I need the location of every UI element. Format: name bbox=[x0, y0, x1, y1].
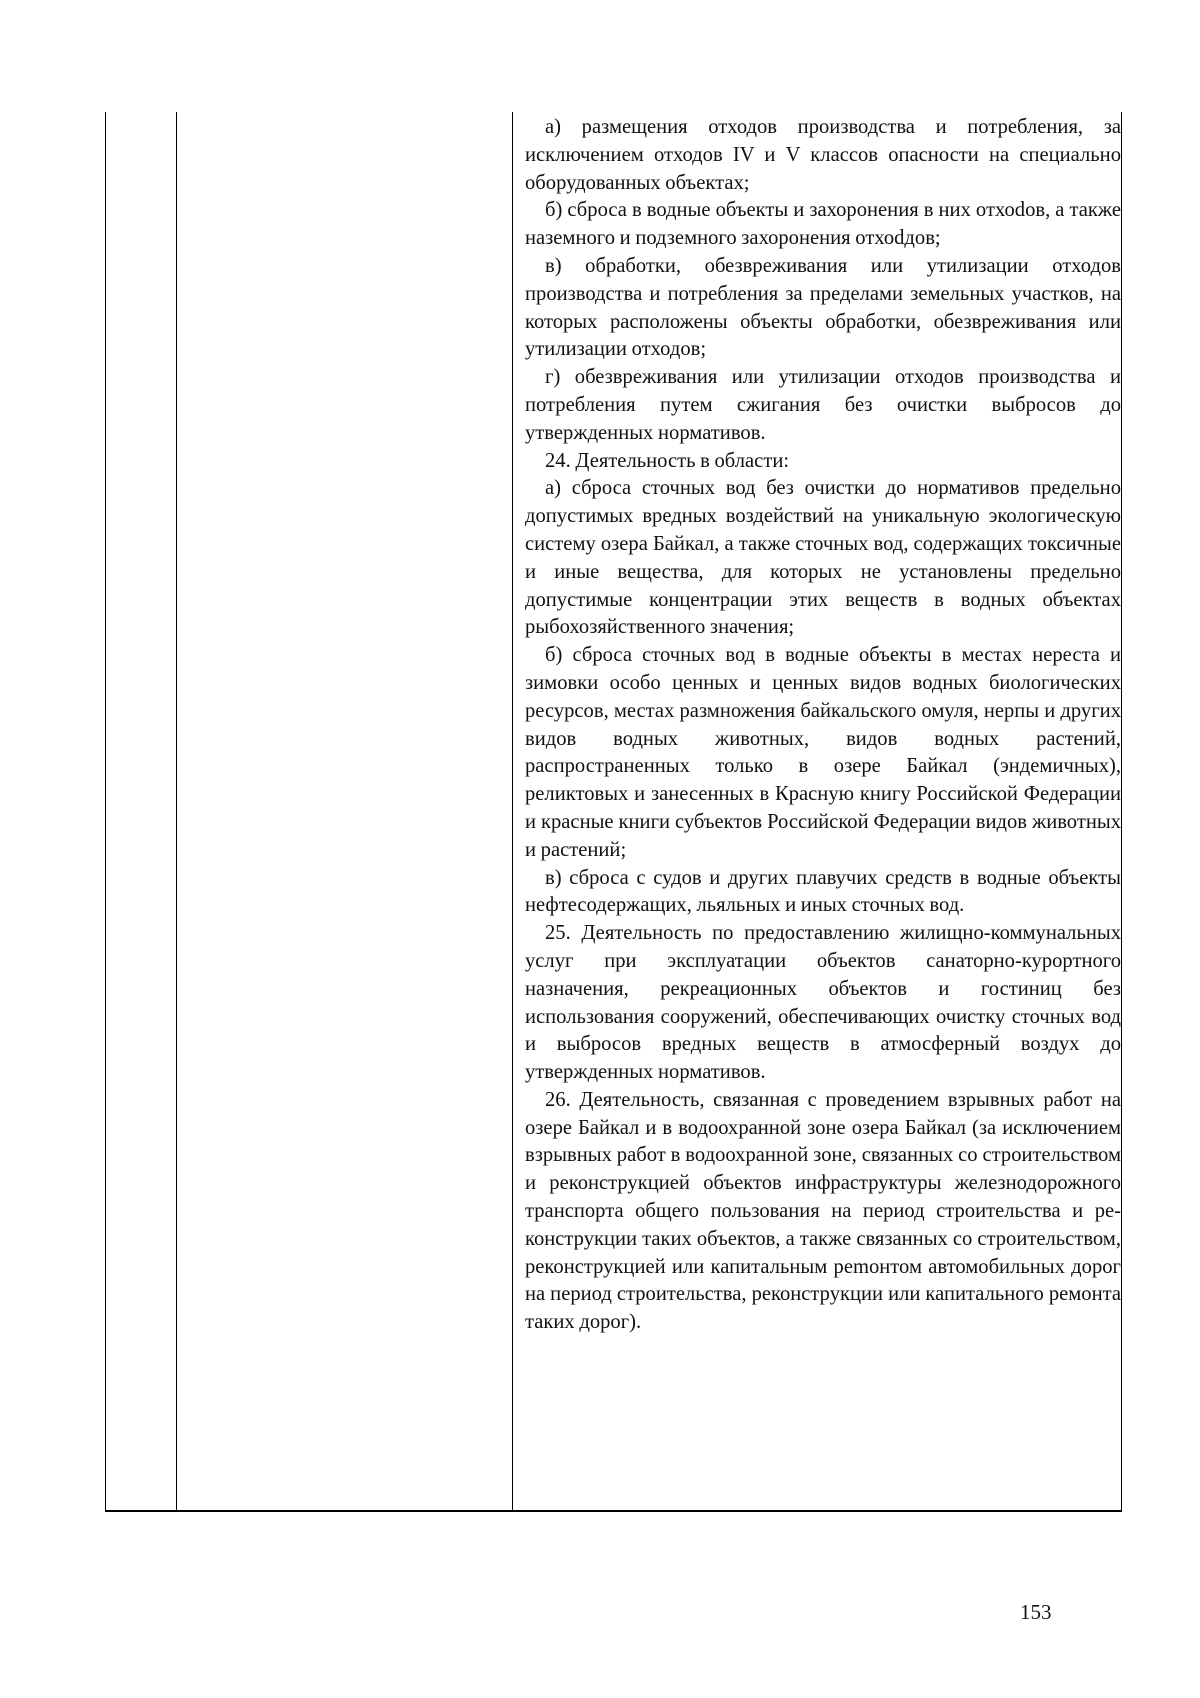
paragraph-23g: г) обезвреживания или утилизации отходов производства и потребления путем сжигания без очистки выбросов до утвержденных нормативов. bbox=[525, 366, 1121, 444]
content-table bbox=[105, 112, 1122, 1512]
table-cell-name bbox=[177, 112, 513, 1511]
paragraph-23v: в) обработки, обезвреживания или утилизации отходов производства и потребления за пределами земельных участков, на которых расположены объекты обработки, обезвреживания или утилизации отходов; bbox=[525, 254, 1121, 361]
paragraph-24b: б) сброса сточных вод в водные объекты в местах нереста и зимовки особо ценных и ценных видов водных биологических ресурсов, местах размножения байкальского омуля, нерпы и других видов водных животных, видов водных растений, распространенных только в озере Байкал (эндемичных), реликтовых и занесенных в Красную книгу Российской Федерации и красные книги субъектов Российской Федерации видов животных и растений; bbox=[525, 644, 1121, 861]
paragraph-24a: а) сброса сточных вод без очистки до нормативов предельно допустимых вредных воздействий на уникальную экологическую систему озера Байкал, а также сточных вод, содержащих токсичные и иные вещества, для которых не установлены предельно допустимые концентрации этих веществ в водных объектах рыбохозяйственного значения; bbox=[525, 477, 1121, 639]
table-cell-description bbox=[513, 112, 1122, 1511]
table-cell-number bbox=[106, 112, 177, 1511]
page-number: 153 bbox=[1020, 1600, 1052, 1624]
paragraph-25: 25. Деятельность по предоставлению жилищно-коммунальных услуг при эксплуатации объектов санаторно-курортного назначения, рекреационных объектов и гостиниц без использования сооружений, обеспечивающих очистку сточных вод и выбросов вредных веществ в атмосферный воздух до утвержденных нормативов. bbox=[525, 922, 1121, 1084]
paragraph-24-heading: 24. Деятельность в области: bbox=[545, 449, 790, 472]
paragraph-23a: а) размещения отходов производства и потребления, за исключением отходов IV и V классов опасности на специально оборудованных объектах; bbox=[525, 116, 1121, 194]
paragraph-23b: б) сброса в водные объекты и захоронения в них отхоdов, а также наземного и подземного захоронения отхоdдов; bbox=[525, 199, 1121, 250]
paragraph-24v: в) сброса с судов и других плавучих средств в водные объекты нефтесодержащих, льяльных и иных сточных вод. bbox=[525, 866, 1121, 917]
table-row bbox=[106, 112, 1122, 1511]
paragraph-26: 26. Деятельность, связанная с проведением взрывных работ на озере Байкал и в водоохранной зоне озера Байкал (за исключением взрывных работ в водоохранной зоне, связанных со строительством и реконструкцией объектов инфраструктуры железнодорожного транспорта общего пользования на период строительства и реконструкции таких объектов, а также связанных со строительством, реконструкцией или капитальным реmонтом автомобильных дорог на период строительства, реконструкции или капитального ремонта таких дорог). bbox=[525, 1088, 1121, 1334]
